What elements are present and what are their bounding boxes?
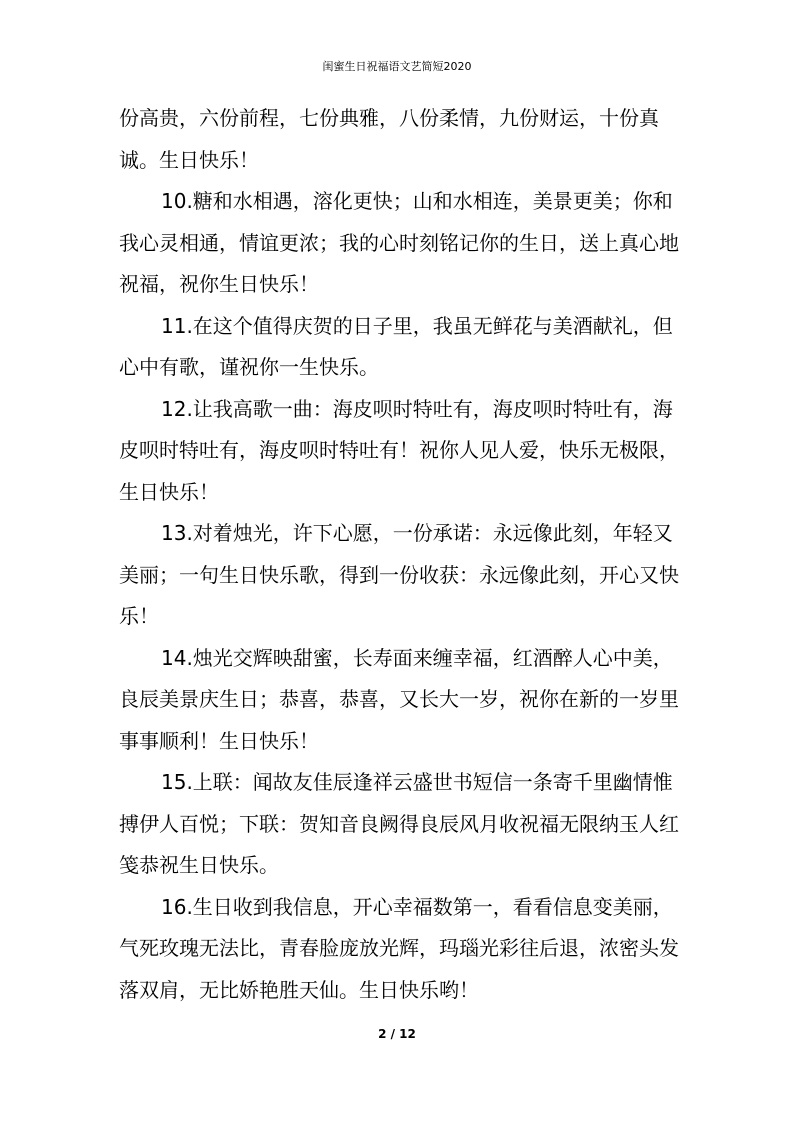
paragraph-continuation: 份高贵，六份前程，七份典雅，八份柔情，九份财运，十份真诚。生日快乐！ bbox=[119, 106, 659, 172]
paragraph-item-11: 11.在这个值得庆贺的日子里，我虽无鲜花与美酒献礼，但心中有歌，谨祝你一生快乐。 bbox=[119, 313, 673, 379]
page-header bbox=[0, 60, 794, 74]
paragraph-item-16: 16.生日收到我信息，开心幸福数第一，看看信息变美丽，气死玫瑰无法比，青春脸庞放光辉，玛瑙光彩往后退，浓密头发落双肩，无比娇艳胜天仙。生日快乐哟！ bbox=[119, 894, 679, 1002]
page-number: 2 / 12 bbox=[378, 1027, 416, 1041]
paragraph-item-10: 10.糖和水相遇，溶化更快；山和水相连，美景更美；你和我心灵相通，情谊更浓；我的心时刻铭记你的生日，送上真心地祝福，祝你生日快乐！ bbox=[119, 189, 679, 296]
paragraph-item-14: 14.烛光交辉映甜蜜，长寿面来缠幸福，红酒醉人心中美，良辰美景庆生日；恭喜，恭喜，又长大一岁，祝你在新的一岁里事事顺利！生日快乐！ bbox=[119, 645, 679, 753]
paragraph-item-15: 15.上联：闻故友佳辰逢祥云盛世书短信一条寄千里幽情惟搏伊人百悦；下联：贺知音良阙得良辰风月收祝福无限纳玉人红笺恭祝生日快乐。 bbox=[119, 770, 679, 877]
paragraph-item-12: 12.让我高歌一曲：海皮呗时特吐有，海皮呗时特吐有，海皮呗时特吐有，海皮呗时特吐有！祝你人见人爱，快乐无极限，生日快乐！ bbox=[119, 396, 679, 504]
document-body bbox=[119, 98, 679, 1011]
paragraph-item-13: 13.对着烛光，许下心愿，一份承诺：永远像此刻，年轻又美丽；一句生日快乐歌，得到一份收获：永远像此刻，开心又快乐！ bbox=[119, 521, 679, 628]
document-title: 闺蜜生日祝福语文艺简短2020 bbox=[322, 60, 472, 73]
page-footer bbox=[0, 1027, 794, 1041]
